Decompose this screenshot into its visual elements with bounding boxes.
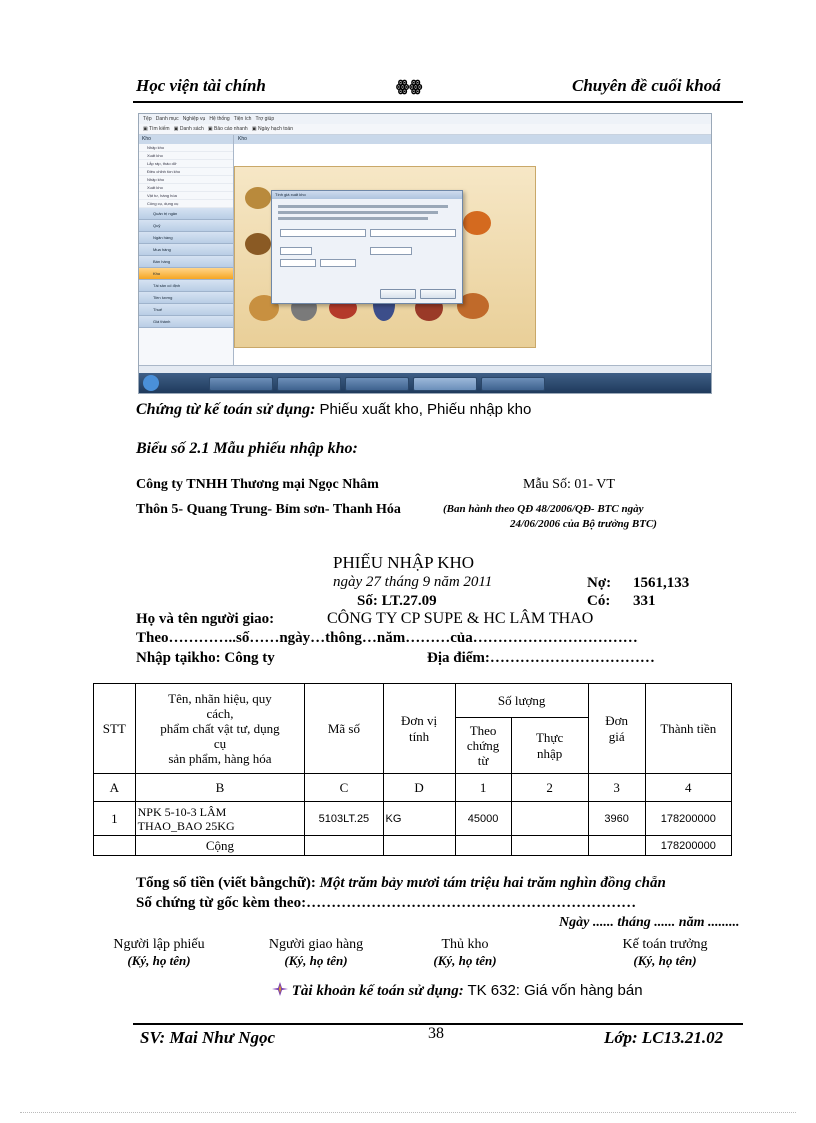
decree-line-2: 24/06/2006 của Bộ trưởng BTC) xyxy=(510,518,657,530)
screenshot-dialog-button xyxy=(380,289,416,299)
col-qty-doc-header: Theo chứng từ xyxy=(455,718,511,774)
receipt-number: Số: LT.27.09 xyxy=(357,593,437,609)
doc-label xyxy=(136,401,531,419)
location-label: Địa điểm:…………………………… xyxy=(427,650,655,666)
screenshot-menu-item: Công cụ, dụng cụ xyxy=(139,200,233,208)
col-code-header: Mã số xyxy=(305,684,383,774)
col-amount-header: Thành tiền xyxy=(645,684,731,774)
screenshot-section: Mua hàng xyxy=(139,244,233,256)
screenshot-task xyxy=(277,377,341,391)
account-value: TK 632: Giá vốn hàng bán xyxy=(467,982,643,999)
screenshot-dialog-text xyxy=(278,205,448,208)
page-edge xyxy=(20,1112,796,1113)
row-qty-real xyxy=(511,802,588,836)
signature-preparer: Người lập phiếu (Ký, họ tên) xyxy=(113,937,205,968)
screenshot-dialog-title: Tính giá xuất kho xyxy=(272,191,462,199)
bullet-icon xyxy=(272,981,288,997)
screenshot-section: Ngân hàng xyxy=(139,232,233,244)
doc-label-title: Chứng từ kế toán sử dụng: xyxy=(136,401,316,418)
header-school: Học viện tài chính xyxy=(136,76,266,95)
screenshot-task xyxy=(413,377,477,391)
debit-value: 1561,133 xyxy=(633,575,690,591)
signature-deliverer: Người giao hàng (Ký, họ tên) xyxy=(268,937,364,968)
letter-cell: 3 xyxy=(588,774,645,802)
screenshot-dialog-field xyxy=(280,259,316,267)
footer-class: Lớp: LC13.21.02 xyxy=(604,1028,724,1047)
date-line: Ngày ...... tháng ...... năm ......... xyxy=(559,915,740,930)
letter-cell: A xyxy=(94,774,136,802)
reference-line: Theo…………..số……ngày…thông…năm………của…………………………… xyxy=(136,630,638,646)
letter-cell: 2 xyxy=(511,774,588,802)
deliverer-value: CÔNG TY CP SUPE & HC LÂM THAO xyxy=(327,610,594,627)
screenshot-window-title: Kho xyxy=(234,135,711,144)
screenshot-icon xyxy=(245,233,271,255)
screenshot-menu-item: Lắp ráp, tháo dỡ xyxy=(139,160,233,168)
screenshot-section: Tiền lương xyxy=(139,292,233,304)
col-price-header: Đơn giá xyxy=(588,684,645,774)
table-row xyxy=(94,802,732,836)
form-number: Mẫu Số: 01- VT xyxy=(523,477,615,492)
screenshot-dialog-field xyxy=(280,229,366,237)
screenshot-left-head: Kho xyxy=(139,135,233,144)
screenshot-toolbar: ▣ Tìm kiếm ▣ Danh sách ▣ Bảo cáo nhanh ▣ Ngày hạch toán xyxy=(139,124,712,135)
screenshot-task xyxy=(209,377,273,391)
letter-cell: C xyxy=(305,774,383,802)
debit-label: Nợ: xyxy=(587,575,612,591)
screenshot-taskbar xyxy=(139,373,711,393)
account-line xyxy=(272,981,643,1000)
row-price: 3960 xyxy=(588,802,645,836)
header-ornament: ꙮꙮ xyxy=(396,79,423,95)
col-name-header: Tên, nhãn hiệu, quy cách, phẩm chất vật tư, dụng cụ sản phẩm, hàng hóa xyxy=(135,684,305,774)
header-title: Chuyên đề cuối khoá xyxy=(572,76,721,95)
total-words-value: Một trăm bảy mươi tám triệu hai trăm nghìn đồng chẵn xyxy=(319,875,666,891)
row-amount: 178200000 xyxy=(645,802,731,836)
deliverer-label: Họ và tên người giao: xyxy=(136,611,275,627)
header-rule xyxy=(133,101,743,103)
screenshot-menu-item: Xuất kho xyxy=(139,152,233,160)
company-address: Thôn 5- Quang Trung- Bỉm sơn- Thanh Hóa xyxy=(136,502,401,517)
doc-label-value: Phiếu xuất kho, Phiếu nhập kho xyxy=(319,401,532,418)
screenshot-dialog-field xyxy=(370,229,456,237)
footer-page: 38 xyxy=(428,1025,444,1042)
screenshot-section-active: Kho xyxy=(139,268,233,280)
receipt-title: PHIẾU NHẬP KHO xyxy=(333,553,475,572)
letter-cell: 4 xyxy=(645,774,731,802)
screenshot-dialog-field xyxy=(370,247,412,255)
screenshot-menu-item: Vật tư, hàng hóa xyxy=(139,192,233,200)
screenshot-menubar: Tệp Danh mục Nghiệp vụ Hệ thống Tiện ích Trợ giúp xyxy=(139,114,712,124)
signature-chief-accountant: Kế toán trưởng (Ký, họ tên) xyxy=(622,937,708,968)
screenshot-dialog-text xyxy=(278,211,438,214)
credit-label: Có: xyxy=(587,593,611,609)
col-qty-header: Số lượng xyxy=(455,684,588,718)
letter-cell: D xyxy=(383,774,455,802)
attached-docs: Số chứng từ gốc kèm theo:………………………………………………………… xyxy=(136,895,637,911)
row-qty-doc: 45000 xyxy=(455,802,511,836)
screenshot-menu-item: Xuất kho xyxy=(139,184,233,192)
letter-cell: B xyxy=(135,774,305,802)
credit-value: 331 xyxy=(633,593,656,609)
software-screenshot xyxy=(138,113,712,394)
account-label: Tài khoản kế toán sử dụng: xyxy=(291,983,464,999)
form-caption: Biểu số 2.1 Mẫu phiếu nhập kho: xyxy=(136,440,358,457)
screenshot-dialog-field xyxy=(280,247,312,255)
company-name: Công ty TNHH Thương mại Ngọc Nhâm xyxy=(136,477,379,492)
screenshot-section: Bán hàng xyxy=(139,256,233,268)
screenshot-menu-item: Nhập kho xyxy=(139,144,233,152)
row-stt: 1 xyxy=(94,802,136,836)
screenshot-start-icon xyxy=(143,375,159,391)
screenshot-section: Giá thành xyxy=(139,316,233,328)
total-label: Cộng xyxy=(135,836,305,856)
screenshot-menu-item: Nhập kho xyxy=(139,176,233,184)
screenshot-dialog-field xyxy=(320,259,356,267)
letter-cell: 1 xyxy=(455,774,511,802)
footer-student: SV: Mai Như Ngọc xyxy=(140,1028,276,1047)
total-words xyxy=(136,875,666,892)
total-words-label: Tổng số tiền (viết bằngchữ): xyxy=(136,875,316,891)
screenshot-section: Thuế xyxy=(139,304,233,316)
warehouse-label: Nhập tạikho: Công ty xyxy=(136,650,275,666)
screenshot-section: Quỹ xyxy=(139,220,233,232)
receipt-date: ngày 27 tháng 9 năm 2011 xyxy=(333,574,493,590)
signature-storekeeper: Thủ kho (Ký, họ tên) xyxy=(433,937,497,968)
decree-line-1: (Ban hành theo QĐ 48/2006/QĐ- BTC ngày xyxy=(443,503,644,515)
col-unit-header: Đơn vị tính xyxy=(383,684,455,774)
screenshot-icon xyxy=(463,211,491,235)
screenshot-left-pane xyxy=(139,135,234,373)
screenshot-task xyxy=(345,377,409,391)
total-amount: 178200000 xyxy=(645,836,731,856)
row-unit: KG xyxy=(383,802,455,836)
screenshot-dialog-button xyxy=(420,289,456,299)
col-stt-header: STT xyxy=(94,684,136,774)
screenshot-dialog-text xyxy=(278,217,428,220)
row-code: 5103LT.25 xyxy=(305,802,383,836)
receipt-table xyxy=(93,683,732,856)
screenshot-section: Tài sản cố định xyxy=(139,280,233,292)
screenshot-task xyxy=(481,377,545,391)
screenshot-section: Quản trị ngân xyxy=(139,208,233,220)
screenshot-menu-item: Điều chỉnh tồn kho xyxy=(139,168,233,176)
row-name: NPK 5-10-3 LÂM THAO_BAO 25KG xyxy=(135,802,305,836)
screenshot-icon xyxy=(245,187,271,209)
col-qty-real-header: Thực nhập xyxy=(511,718,588,774)
screenshot-dialog xyxy=(271,190,463,304)
